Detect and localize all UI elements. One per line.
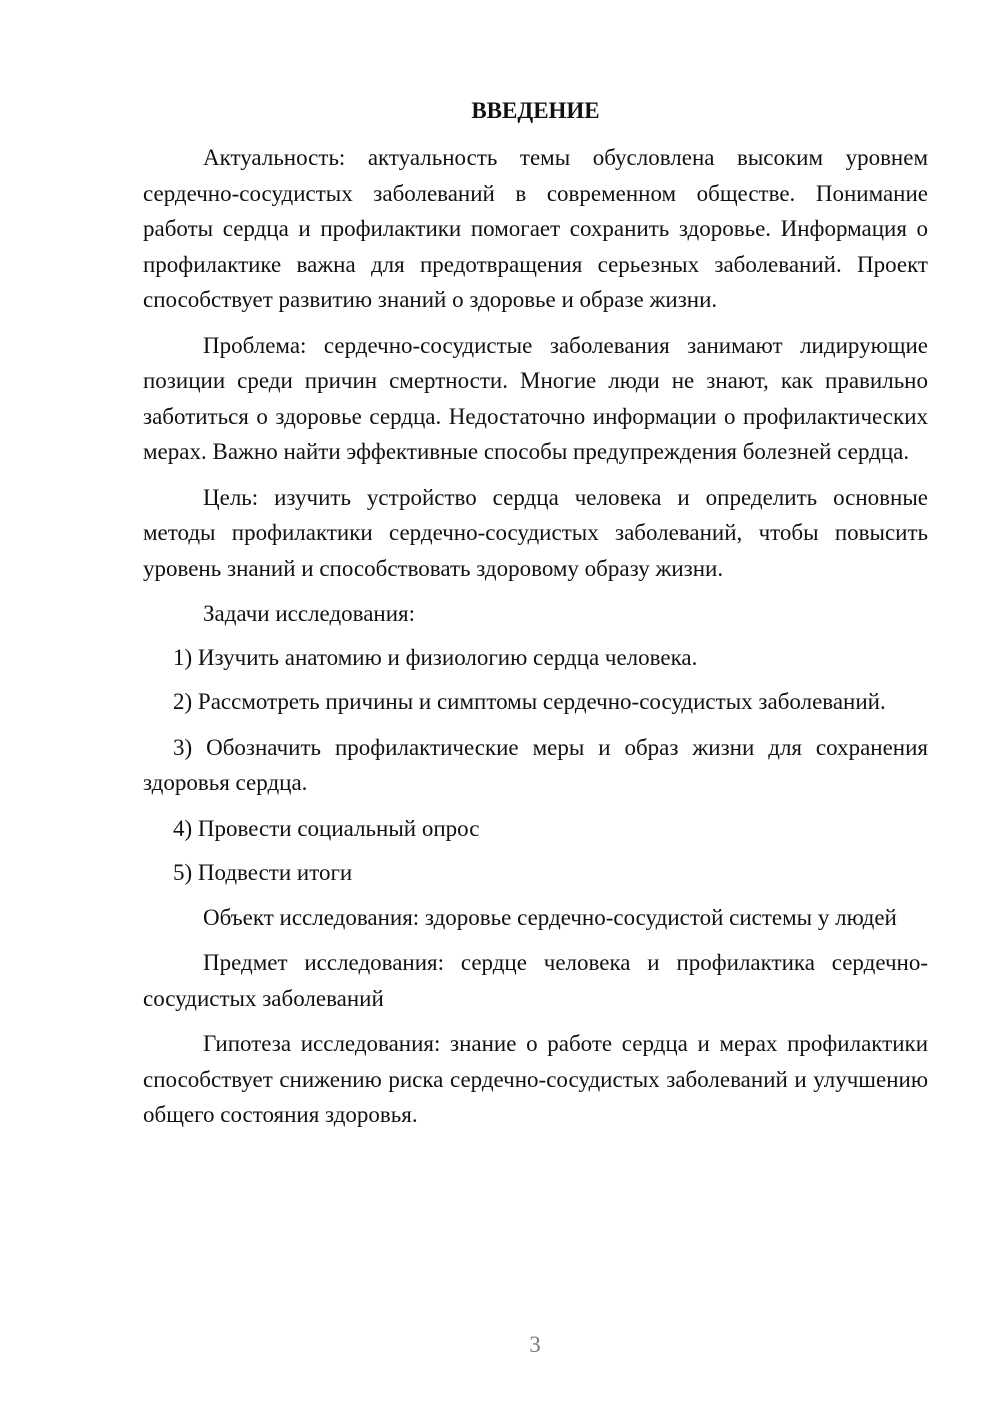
document-page [143,94,928,1143]
paragraph-problem: Проблема: сердечно-сосудистые заболевания занимают лидирующие позиции среди причин смертности. Многие люди не знают, как правильно заботиться о здоровье сердца. Недостаточно информации о профилактических мерах. Важно найти эффективные способы предупреждения болезней сердца. [143,332,928,464]
task-item-5: 5) Подвести итоги [173,860,353,885]
tasks-heading: Задачи исследования: [203,601,416,626]
paragraph-goal: Цель: изучить устройство сердца человека и определить основные методы профилактики сердечно-сосудистых заболеваний, чтобы повысить уровень знаний и способствовать здоровому образу жизни. [143,484,928,581]
paragraph-object: Объект исследования: здоровье сердечно-сосудистой системы у людей [203,904,897,930]
paragraph-relevance: Актуальность: актуальность темы обусловлена высоким уровнем сердечно-сосудистых заболеваний в современном обществе. Понимание работы сердца и профилактики помогает сохранить здоровье. Информация о профилактике важна для предотвращения серьезных заболеваний. Проект способствует развитию знаний о здоровье и образе жизни. [143,145,928,312]
task-item-3: 3) Обозначить профилактические меры и образ жизни для сохранения здоровья сердца. [143,734,928,795]
task-item-2: 2) Рассмотреть причины и симптомы сердечно-сосудистых заболеваний. [173,689,886,714]
paragraph-subject: Предмет исследования: сердце человека и профилактика сердечно-сосудистых заболеваний [143,950,928,1011]
page-number: 3 [529,1332,541,1357]
task-item-4: 4) Провести социальный опрос [173,815,480,841]
page-title: ВВЕДЕНИЕ [471,98,600,123]
task-item-1: 1) Изучить анатомию и физиологию сердца человека. [173,644,698,670]
paragraph-hypothesis: Гипотеза исследования: знание о работе сердца и мерах профилактики способствует снижению риска сердечно-сосудистых заболеваний и улучшению общего состояния здоровья. [143,1031,928,1127]
